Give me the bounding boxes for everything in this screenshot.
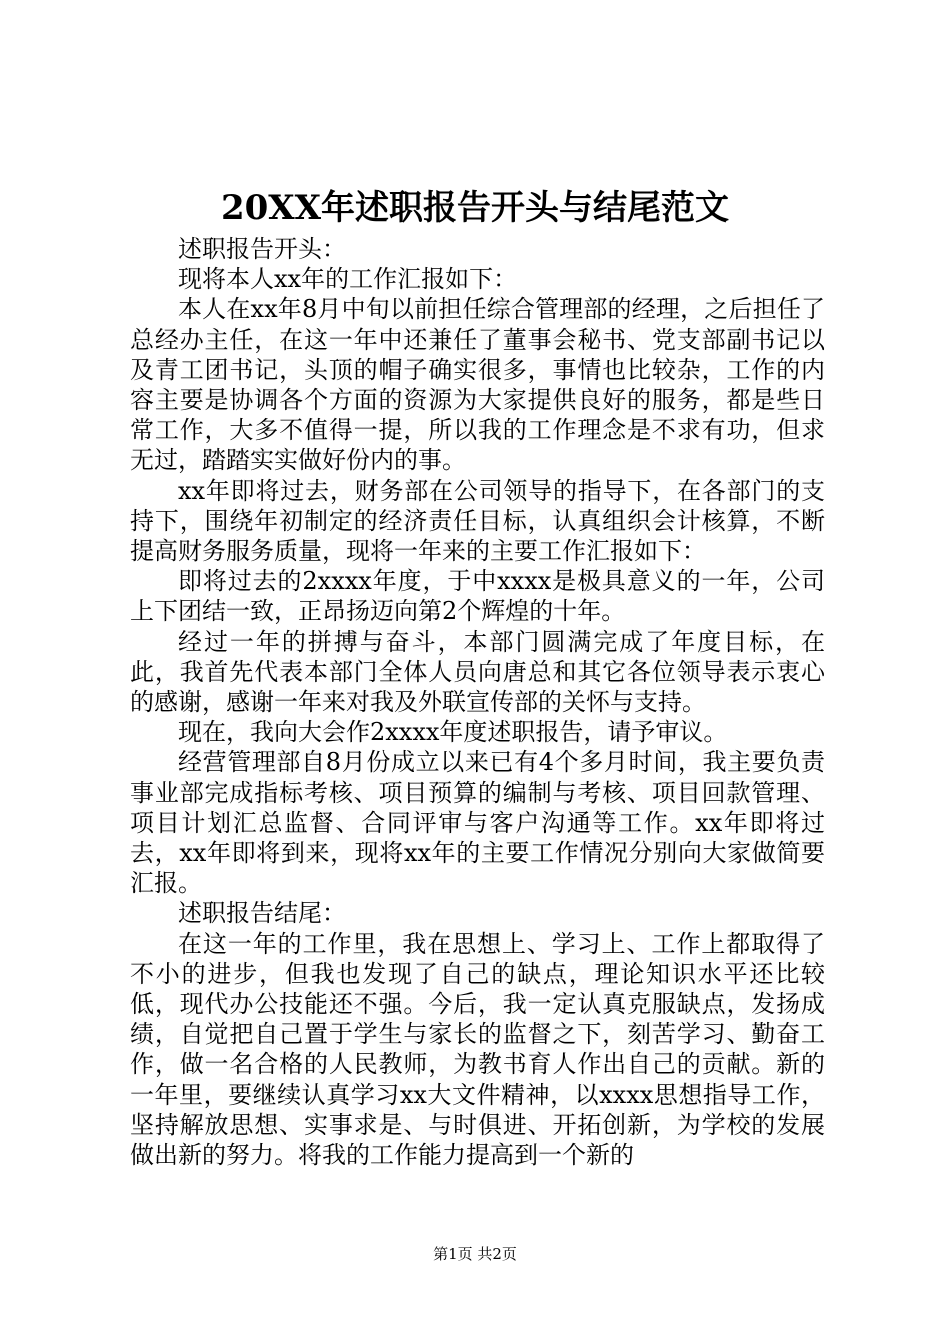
- paragraph: 即将过去的2xxxx年度，于中xxxx是极具意义的一年，公司上下团结一致，正昂扬迈向第2个辉煌的十年。: [130, 567, 825, 626]
- paragraph: xx年即将过去，财务部在公司领导的指导下，在各部门的支持下，围绕年初制定的经济责任目标，认真组织会计核算，不断提高财务服务质量，现将一年来的主要工作汇报如下：: [130, 476, 825, 566]
- paragraph-opening-heading: 述职报告开头：: [178, 235, 346, 263]
- paragraph: 在这一年的工作里，我在思想上、学习上、工作上都取得了不小的进步，但我也发现了自己的缺点，理论知识水平还比较低，现代办公技能还不强。今后，我一定认真克服缺点，发扬成绩，自觉把自己置于学生与家长的监督之下，刻苦学习、勤奋工作，做一名合格的人民教师，为教书育人作出自己的贡献。新的一年里，要继续认真学习xx大文件精神，以xxxx思想指导工作，坚持解放思想、实事求是、与时俱进、开拓创新，为学校的发展做出新的努力。将我的工作能力提高到一个新的: [130, 929, 825, 1170]
- paragraph: 经营管理部自8月份成立以来已有4个多月时间，我主要负责事业部完成指标考核、项目预算的编制与考核、项目回款管理、项目计划汇总监督、合同评审与客户沟通等工作。xx年即将过去，xx年即将到来，现将xx年的主要工作情况分别向大家做简要汇报。: [130, 748, 825, 898]
- document-body: [130, 234, 825, 1170]
- paragraph: 经过一年的拼搏与奋斗，本部门圆满完成了年度目标，在此，我首先代表本部门全体人员向唐总和其它各位领导表示衷心的感谢，感谢一年来对我及外联宣传部的关怀与支持。: [130, 627, 825, 717]
- paragraph: 现在，我向大会作2xxxx年度述职报告，请予审议。: [178, 718, 728, 747]
- document-title: 20XX年述职报告开头与结尾范文: [220, 188, 730, 228]
- paragraph-intro: 现将本人xx年的工作汇报如下：: [178, 265, 518, 294]
- page-number: 第1页 共2页: [433, 1245, 517, 1263]
- paragraph: 本人在xx年8月中旬以前担任综合管理部的经理，之后担任了总经办主任，在这一年中还兼任了董事会秘书、党支部副书记以及青工团书记，头顶的帽子确实很多，事情也比较杂，工作的内容主要是协调各个方面的资源为大家提供良好的服务，都是些日常工作，大多不值得一提，所以我的工作理念是不求有功，但求无过，踏踏实实做好份内的事。: [130, 295, 825, 475]
- paragraph-closing-heading: 述职报告结尾：: [178, 899, 346, 928]
